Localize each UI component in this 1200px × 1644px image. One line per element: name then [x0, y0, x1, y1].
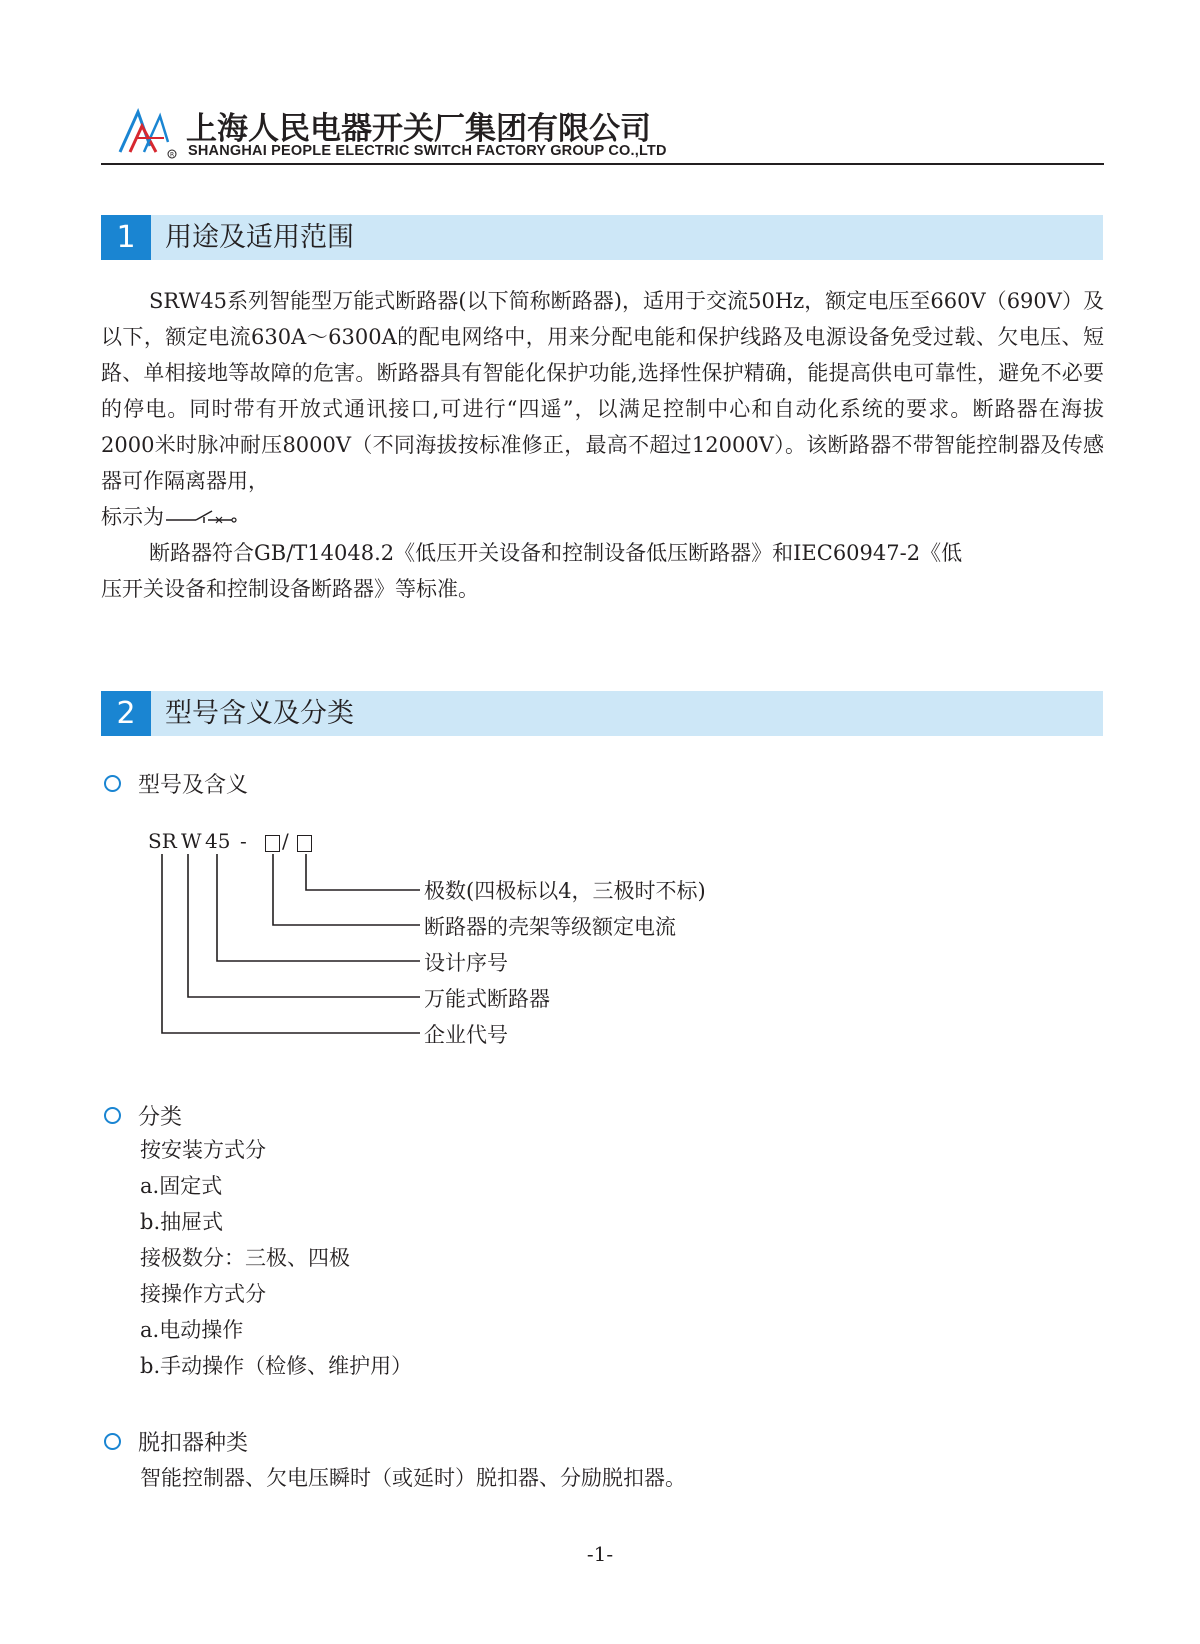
model-code-dash: -	[240, 829, 247, 853]
bullet-circle-icon	[104, 1433, 121, 1450]
section-1-paragraph-2-line-2: 压开关设备和控制设备断路器》等标准。	[101, 577, 479, 601]
model-code-w: W	[181, 829, 202, 853]
classification-line: 接操作方式分	[140, 1282, 266, 1306]
model-label-poles: 极数(四极标以4，三极时不标)	[424, 879, 706, 903]
section-1-number: 1	[101, 215, 151, 260]
company-name-cn: 上海人民电器开关厂集团有限公司	[186, 111, 651, 147]
release-text: 智能控制器、欠电压瞬时（或延时）脱扣器、分励脱扣器。	[140, 1466, 686, 1490]
model-label-breaker-type: 万能式断路器	[424, 987, 550, 1011]
section-1-paragraph: SRW45系列智能型万能式断路器(以下简称断路器)，适用于交流50Hz，额定电压至660V（690V）及以下，额定电流630A～6300A的配电网络中，用来分配电能和保护线路及电源设备免受过载、欠电压、短路、单相接地等故障的危害。断路器具有智能化保护功能,选择性保护精确，能提高供电可靠性，避免不必要的停电。同时带有开放式通讯接口,可进行“四遥”，以满足控制中心和自动化系统的要求。断路器在海拔2000米时脉冲耐压8000V（不同海拔按标准修正，最高不超过12000V）。该断路器不带智能控制器及传感器可作隔离器用，	[101, 289, 1104, 493]
classification-line: 接极数分：三极、四极	[140, 1246, 350, 1270]
section-2-number: 2	[101, 691, 151, 736]
classification-line: b.手动操作（检修、维护用）	[140, 1354, 413, 1378]
model-label-company-code: 企业代号	[424, 1023, 508, 1047]
classification-heading: 分类	[138, 1105, 183, 1130]
model-label-design-number: 设计序号	[424, 951, 508, 975]
section-2-title: 型号含义及分类	[165, 698, 354, 729]
bullet-circle-icon	[104, 1107, 121, 1124]
release-heading: 脱扣器种类	[138, 1431, 249, 1456]
symbol-label: 标示为	[101, 505, 164, 529]
svg-text:R: R	[170, 151, 175, 159]
classification-line: 按安装方式分	[140, 1138, 266, 1162]
classification-line: a.固定式	[140, 1174, 223, 1198]
page-number: -1-	[586, 1542, 614, 1566]
model-label-frame-current: 断路器的壳架等级额定电流	[424, 915, 676, 939]
model-code-slash: /	[282, 829, 289, 853]
classification-line: a.电动操作	[140, 1318, 244, 1342]
company-name-en: SHANGHAI PEOPLE ELECTRIC SWITCH FACTORY GROUP CO.,LTD	[188, 143, 667, 159]
classification-line: b.抽屉式	[140, 1210, 224, 1234]
model-code-sr: SR	[148, 829, 177, 853]
model-code-45: 45	[205, 829, 231, 853]
section-1-paragraph-2-line-1: 断路器符合GB/T14048.2《低压开关设备和控制设备低压断路器》和IEC60947-2《低	[149, 541, 963, 565]
model-heading: 型号及含义	[138, 773, 249, 798]
section-1-title: 用途及适用范围	[165, 222, 354, 253]
